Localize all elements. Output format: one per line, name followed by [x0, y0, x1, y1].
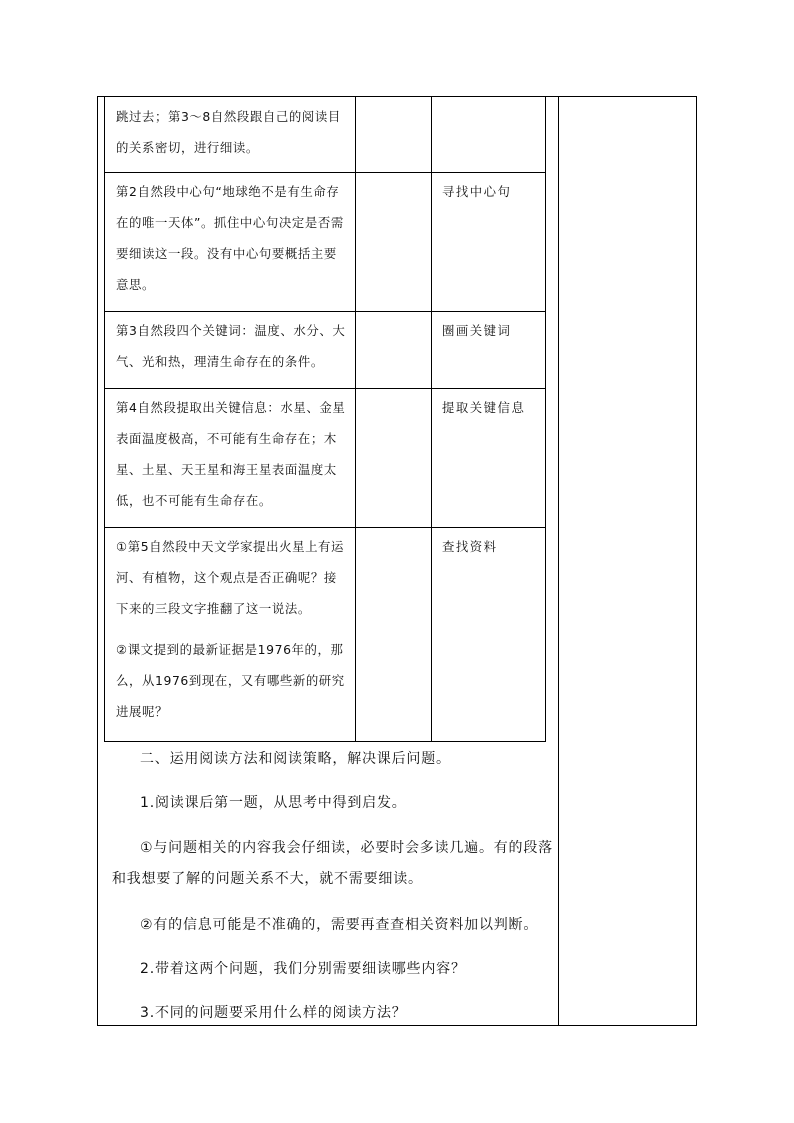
table-row-method: 圈画关键词 [442, 323, 512, 338]
row-divider [104, 388, 546, 389]
question-1: 1.阅读课后第一题，从思考中得到启发。 [140, 795, 407, 811]
section-heading: 二、运用阅读方法和阅读策略，解决课后问题。 [140, 751, 451, 767]
table-row-method: 提取关键信息 [442, 400, 526, 415]
table-row-method: 查找资料 [442, 539, 498, 554]
table-row-content: 跳过去；第3～8自然段跟自己的阅读目的关系密切，进行细读。 [116, 109, 341, 155]
question-2: 2.带着这两个问题，我们分别需要细读哪些内容？ [140, 961, 466, 977]
column-divider-2 [431, 96, 432, 742]
table-row-content: 第4自然段提取出关键信息：水星、金星表面温度极高，不可能有生命存在；木星、土星、天王星和海王星表面温度太低，也不可能有生命存在。 [116, 400, 346, 508]
row-divider [104, 172, 546, 173]
table-row-content: 第2自然段中心句“地球绝不是有生命存在的唯一天体”。抓住中心句决定是否需要细读这一段。没有中心句要概括主要意思。 [116, 184, 344, 292]
table-row-method: 寻找中心句 [442, 184, 512, 199]
notes-column-divider [558, 96, 559, 1026]
table-row-content: ①第5自然段中天文学家提出火星上有运河、有植物，这个观点是否正确呢？接下来的三段文字推翻了这一说法。 ②课文提到的最新证据是1976年的，那么，从1976到现在，又有哪些新的研究进展呢？ [116, 539, 345, 719]
row-divider [104, 311, 546, 312]
question-1-point-2: ②有的信息可能是不准确的，需要再查查相关资料加以判断。 [140, 917, 539, 933]
table-row-content: 第3自然段四个关键词：温度、水分、大气、光和热，理清生命存在的条件。 [116, 323, 346, 369]
question-1-point-1: ①与问题相关的内容我会仔细读，必要时会多读几遍。有的段落和我想要了解的问题关系不大，就不需要细读。 [112, 840, 553, 887]
column-divider-1 [355, 96, 356, 742]
row-divider [104, 527, 546, 528]
question-3: 3.不同的问题要采用什么样的阅读方法？ [140, 1005, 407, 1021]
